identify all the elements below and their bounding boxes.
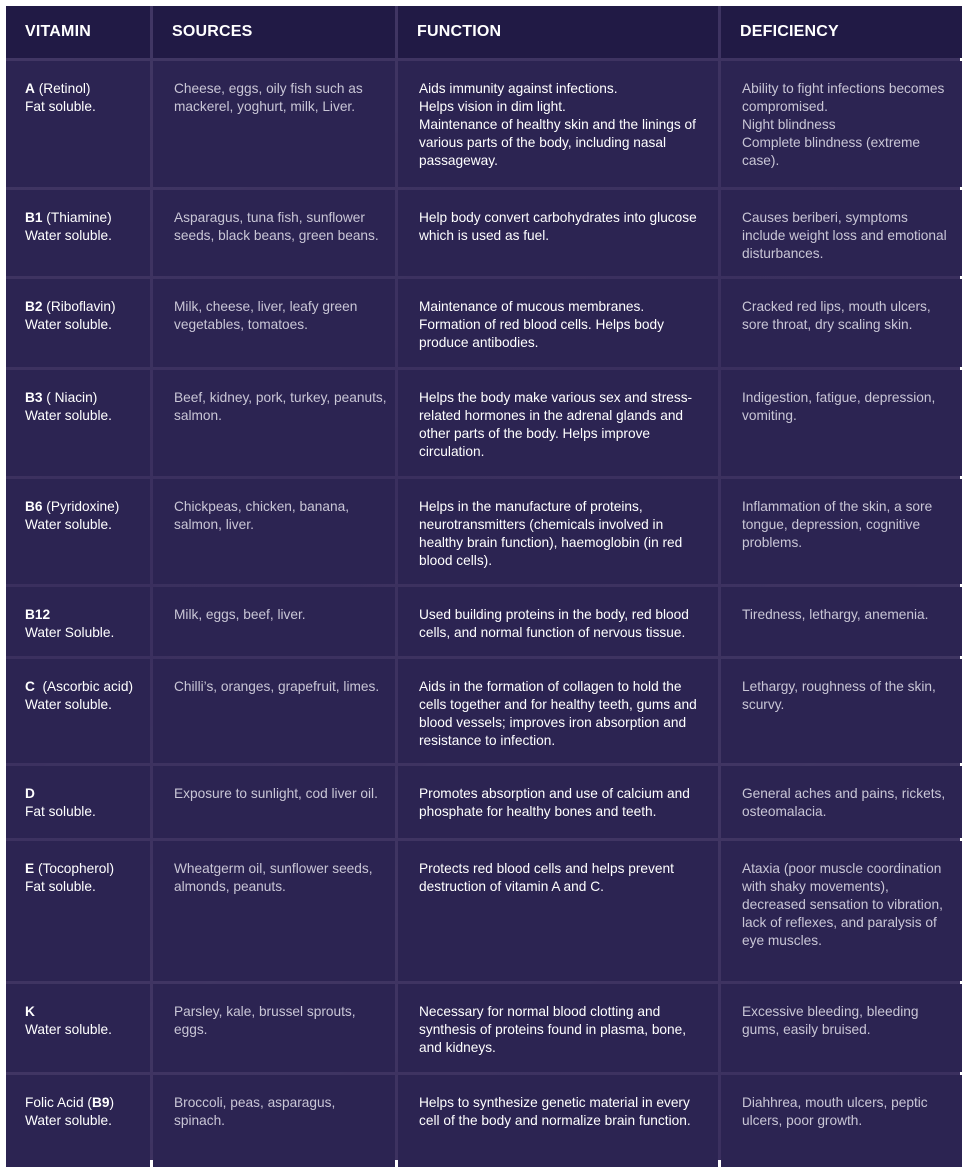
vitamin-title <box>25 1003 142 1021</box>
function-cell <box>398 479 718 584</box>
deficiency-cell-text: Ability to fight infections becomes compromised. Night blindness Complete blindness (extreme case). <box>742 81 945 168</box>
vitamin-name: B3 <box>25 390 43 405</box>
function-cell <box>398 190 718 276</box>
vitamin-cell <box>6 61 150 187</box>
vitamin-name: D <box>25 786 35 801</box>
sources-cell-text: Parsley, kale, brussel sprouts, eggs. <box>174 1004 356 1037</box>
deficiency-cell-text: Cracked red lips, mouth ulcers, sore throat, dry scaling skin. <box>742 299 931 332</box>
function-cell-text: Helps to synthesize genetic material in every cell of the body and normalize brain function. <box>419 1095 691 1128</box>
sources-cell <box>153 479 395 584</box>
vitamin-cell <box>6 479 150 584</box>
deficiency-cell <box>721 766 962 838</box>
vitamin-solubility: Fat soluble. <box>25 99 96 114</box>
vitamin-chemical-name: ) <box>109 1095 114 1110</box>
function-cell-text: Helps the body make various sex and stress-related hormones in the adrenal glands and other parts of the body. Helps improve circulation. <box>419 390 693 459</box>
vitamin-cell <box>6 659 150 763</box>
deficiency-cell <box>721 1075 962 1167</box>
deficiency-cell-text: General aches and pains, rickets, osteomalacia. <box>742 786 946 819</box>
deficiency-cell-text: Indigestion, fatigue, depression, vomiting. <box>742 390 936 423</box>
deficiency-cell-text: Diahhrea, mouth ulcers, peptic ulcers, poor growth. <box>742 1095 928 1128</box>
vitamin-chemical-name: ( Niacin) <box>42 390 98 405</box>
function-cell-text: Promotes absorption and use of calcium and phosphate for healthy bones and teeth. <box>419 786 690 819</box>
vitamin-title <box>25 298 142 316</box>
vitamin-cell <box>6 1075 150 1167</box>
function-cell <box>398 841 718 981</box>
vitamin-name: B9 <box>91 1095 110 1110</box>
sources-cell-text: Milk, eggs, beef, liver. <box>174 607 306 622</box>
deficiency-cell <box>721 190 962 276</box>
sources-cell <box>153 370 395 476</box>
vitamin-name: B6 <box>25 499 43 514</box>
deficiency-cell <box>721 587 962 656</box>
vitamin-cell <box>6 279 150 367</box>
function-cell <box>398 1075 718 1167</box>
vitamin-title <box>25 389 142 407</box>
vitamin-title <box>25 80 142 98</box>
function-cell-text: Help body convert carbohydrates into glucose which is used as fuel. <box>419 210 697 243</box>
vitamin-title <box>25 860 142 878</box>
function-cell <box>398 61 718 187</box>
vitamin-title <box>25 678 142 696</box>
vitamin-cell <box>6 370 150 476</box>
deficiency-cell <box>721 479 962 584</box>
function-cell-text: Maintenance of mucous membranes. Formation of red blood cells. Helps body produce antibodies. <box>419 299 664 350</box>
vitamin-name: B2 <box>25 299 43 314</box>
vitamin-title <box>25 1094 142 1112</box>
vitamin-chemical-name: (Riboflavin) <box>42 299 116 314</box>
function-cell-text: Aids in the formation of collagen to hold the cells together and for healthy teeth, gums and blood vessels; improves iron absorption and resistance to infection. <box>419 679 697 748</box>
vitamin-solubility: Fat soluble. <box>25 879 96 894</box>
deficiency-cell-text: Excessive bleeding, bleeding gums, easily bruised. <box>742 1004 919 1037</box>
deficiency-cell <box>721 841 962 981</box>
vitamin-cell <box>6 984 150 1072</box>
function-cell-text: Used building proteins in the body, red blood cells, and normal function of nervous tissue. <box>419 607 689 640</box>
vitamin-chemical-name: (Ascorbic acid) <box>34 679 134 694</box>
function-cell <box>398 279 718 367</box>
sources-cell-text: Beef, kidney, pork, turkey, peanuts, salmon. <box>174 390 387 423</box>
vitamin-name: E <box>25 861 35 876</box>
sources-cell <box>153 659 395 763</box>
vitamin-solubility: Water soluble. <box>25 408 112 423</box>
sources-cell-text: Cheese, eggs, oily fish such as mackerel, yoghurt, milk, Liver. <box>174 81 363 114</box>
deficiency-cell <box>721 279 962 367</box>
header-deficiency: DEFICIENCY <box>721 6 962 58</box>
sources-cell-text: Chilli’s, oranges, grapefruit, limes. <box>174 679 380 694</box>
deficiency-cell <box>721 370 962 476</box>
vitamin-cell <box>6 841 150 981</box>
deficiency-cell-text: Inflammation of the skin, a sore tongue, depression, cognitive problems. <box>742 499 933 550</box>
header-function: FUNCTION <box>398 6 718 58</box>
sources-cell <box>153 587 395 656</box>
vitamin-name: C <box>25 679 35 694</box>
vitamin-solubility: Water soluble. <box>25 1022 112 1037</box>
vitamin-solubility: Water soluble. <box>25 228 112 243</box>
vitamin-name: B12 <box>25 607 51 622</box>
deficiency-cell-text: Lethargy, roughness of the skin, scurvy. <box>742 679 936 712</box>
vitamin-title <box>25 209 142 227</box>
sources-cell-text: Milk, cheese, liver, leafy green vegetables, tomatoes. <box>174 299 358 332</box>
sources-cell-text: Wheatgerm oil, sunflower seeds, almonds, peanuts. <box>174 861 373 894</box>
function-cell <box>398 587 718 656</box>
deficiency-cell-text: Tiredness, lethargy, anemenia. <box>742 607 929 622</box>
function-cell <box>398 984 718 1072</box>
sources-cell-text: Exposure to sunlight, cod liver oil. <box>174 786 378 801</box>
vitamin-solubility: Water soluble. <box>25 697 112 712</box>
vitamin-solubility: Water soluble. <box>25 517 112 532</box>
vitamin-table <box>6 6 960 1160</box>
vitamin-chemical-name: (Retinol) <box>34 81 91 96</box>
vitamin-name: B1 <box>25 210 43 225</box>
vitamin-prefix: Folic Acid ( <box>25 1095 92 1110</box>
vitamin-solubility: Water soluble. <box>25 1113 112 1128</box>
header-sources: SOURCES <box>153 6 395 58</box>
vitamin-solubility: Fat soluble. <box>25 804 96 819</box>
vitamin-title <box>25 606 142 624</box>
vitamin-solubility: Water Soluble. <box>25 625 115 640</box>
vitamin-title <box>25 785 142 803</box>
function-cell <box>398 370 718 476</box>
function-cell-text: Helps in the manufacture of proteins, neurotransmitters (chemicals involved in healthy brain function), haemoglobin (in red blood cells). <box>419 499 683 568</box>
vitamin-chemical-name: (Pyridoxine) <box>42 499 120 514</box>
header-vitamin: VITAMIN <box>6 6 150 58</box>
deficiency-cell <box>721 61 962 187</box>
deficiency-cell-text: Causes beriberi, symptoms include weight loss and emotional disturbances. <box>742 210 947 261</box>
vitamin-name: K <box>25 1004 35 1019</box>
function-cell <box>398 766 718 838</box>
sources-cell <box>153 766 395 838</box>
sources-cell-text: Chickpeas, chicken, banana, salmon, liver. <box>174 499 350 532</box>
sources-cell <box>153 841 395 981</box>
sources-cell-text: Broccoli, peas, asparagus, spinach. <box>174 1095 336 1128</box>
function-cell-text: Necessary for normal blood clotting and synthesis of proteins found in plasma, bone, and kidneys. <box>419 1004 687 1055</box>
sources-cell <box>153 1075 395 1167</box>
vitamin-chemical-name: (Tocopherol) <box>34 861 115 876</box>
sources-cell-text: Asparagus, tuna fish, sunflower seeds, black beans, green beans. <box>174 210 379 243</box>
deficiency-cell-text: Ataxia (poor muscle coordination with shaky movements), decreased sensation to vibration, lack of reflexes, and paralysis of eye muscles. <box>742 861 943 948</box>
sources-cell <box>153 61 395 187</box>
vitamin-chemical-name: (Thiamine) <box>42 210 112 225</box>
vitamin-cell <box>6 190 150 276</box>
vitamin-cell <box>6 587 150 656</box>
vitamin-solubility: Water soluble. <box>25 317 112 332</box>
sources-cell <box>153 279 395 367</box>
vitamin-name: A <box>25 81 35 96</box>
deficiency-cell <box>721 984 962 1072</box>
function-cell <box>398 659 718 763</box>
vitamin-title <box>25 498 142 516</box>
deficiency-cell <box>721 659 962 763</box>
sources-cell <box>153 984 395 1072</box>
vitamin-cell <box>6 766 150 838</box>
function-cell-text: Aids immunity against infections. Helps vision in dim light. Maintenance of healthy skin and the linings of various parts of the body, including nasal passageway. <box>419 81 696 168</box>
function-cell-text: Protects red blood cells and helps prevent destruction of vitamin A and C. <box>419 861 674 894</box>
sources-cell <box>153 190 395 276</box>
